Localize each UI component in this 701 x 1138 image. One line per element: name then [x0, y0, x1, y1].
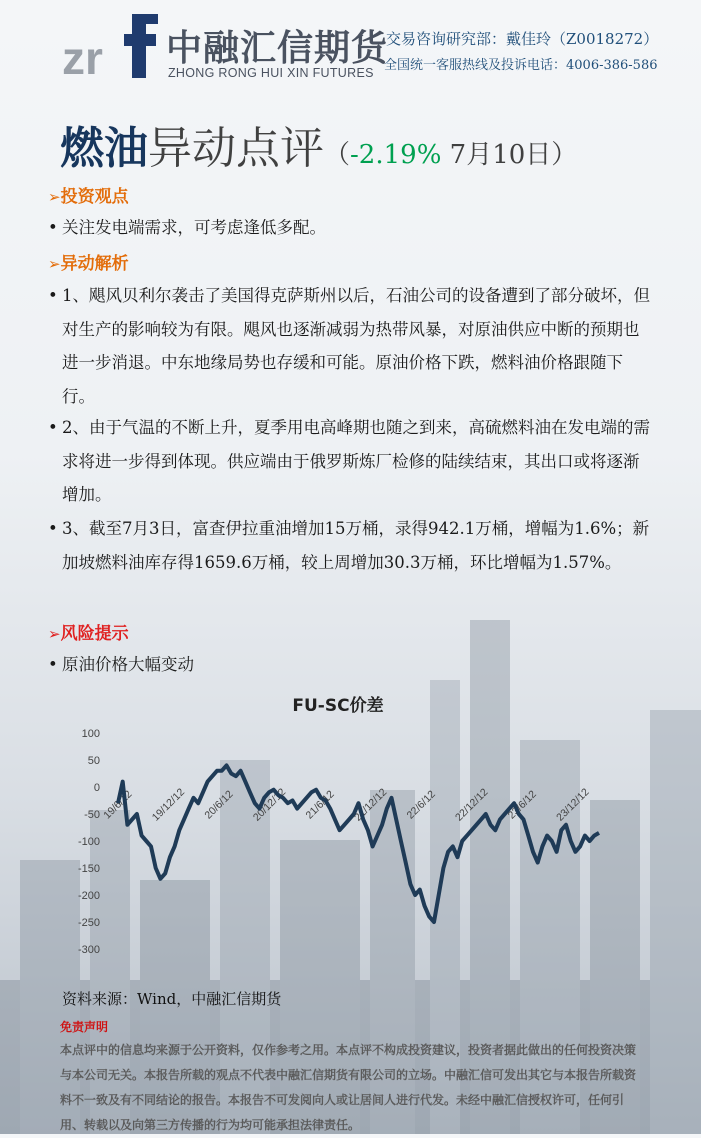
bullet-text: 1、飓风贝利尔袭击了美国得克萨斯州以后，石油公司的设备遭到了部分破坏，但对生产的影响较为有限。飓风也逐渐减弱为热带风暴，对原油供应中断的预期也进一步消退。中东地缘局势也存缓和可能。原油价格下跌，燃料油价格跟随下行。: [62, 286, 650, 406]
section-risk: [48, 619, 129, 644]
arrow-icon: ➢: [48, 188, 61, 206]
y-tick-label: 50: [87, 755, 100, 767]
title-type: 异动点评: [148, 123, 324, 174]
series-line: [118, 765, 599, 922]
bullet-text: 原油价格大幅变动: [62, 655, 194, 674]
disclaimer-body: 本点评中的信息均来源于公开资料，仅作参考之用。本点评不构成投资建议，投资者据此做出的任何投资决策与本公司无关。本报告所载的观点不代表中融汇信期货有限公司的立场。中融汇信可发出其它与本报告所载资料不一致及有不同结论的报告。本报告不可发阅向人或让居间人进行代发。未经中融汇信授权许可，任何引用、转载以及向第三方传播的行为均可能承担法律责任。: [60, 1043, 637, 1132]
price-change: -2.19%: [350, 140, 442, 170]
title-date: 7月10日）: [441, 140, 578, 170]
bullet-icon: •: [48, 418, 58, 437]
bullet-text: 3、截至7月3日，富查伊拉重油增加15万桶，录得942.1万桶，增幅为1.6%；新加坡燃料油库存得1659.6万桶，较上周增加30.3万桶，环比增幅为1.57%。: [62, 519, 650, 572]
bullet-text: 2、由于气温的不断上升，夏季用电高峰期也随之到来，高硫燃料油在发电端的需求将进一步得到体现。供应端由于俄罗斯炼厂检修的陆续结束，其出口或将逐渐增加。: [62, 418, 650, 504]
chart-title: FU-SC价差: [292, 696, 384, 716]
y-tick-label: -100: [77, 836, 100, 848]
report-header: [0, 0, 701, 100]
disclaimer-title: 免责声明: [60, 1020, 109, 1034]
y-tick-label: -250: [77, 917, 100, 929]
title-product: 燃油: [60, 123, 148, 174]
brand-name-en: ZHONG RONG HUI XIN FUTURES: [168, 66, 374, 80]
title-paren-open: （: [324, 140, 351, 170]
bullet-icon: •: [48, 218, 58, 237]
section-label: 投资观点: [60, 187, 129, 207]
x-tick-label: 19/6/12: [101, 788, 135, 822]
list-item: [48, 648, 652, 682]
section-analysis: [48, 249, 129, 274]
section-investment-view: [48, 182, 129, 207]
brand-name-cn: 中融汇信期货: [166, 28, 389, 69]
y-tick-label: -200: [77, 890, 100, 902]
arrow-icon: ➢: [48, 625, 61, 643]
y-tick-label: 0: [93, 782, 100, 794]
analyst-contact: 交易咨询研究部：戴佳玲（Z0018272）: [386, 30, 659, 48]
svg-text:zr: zr: [62, 32, 103, 82]
list-item: [48, 211, 652, 245]
bullet-icon: •: [48, 655, 58, 674]
arrow-icon: ➢: [48, 255, 61, 273]
x-tick-label: 20/6/12: [202, 788, 236, 822]
y-tick-label: -300: [77, 944, 100, 956]
x-tick-label: 23/12/12: [554, 786, 592, 824]
list-item: [48, 411, 652, 512]
section-label: 异动解析: [60, 254, 129, 274]
x-tick-label: 21/12/12: [351, 786, 390, 824]
report-title: [60, 112, 577, 176]
x-tick-label: 20/12/12: [250, 786, 289, 824]
list-item: [48, 512, 652, 579]
list-item: [48, 279, 652, 413]
section-label: 风险提示: [60, 624, 129, 644]
x-tick-label: 22/12/12: [453, 786, 491, 824]
bullet-icon: •: [48, 519, 58, 538]
x-tick-label: 21/6/12: [303, 788, 337, 822]
data-source: 资料来源：Wind，中融汇信期货: [62, 990, 282, 1008]
x-tick-label: 22/6/12: [404, 788, 438, 822]
y-tick-label: -50: [84, 809, 100, 821]
x-tick-label: 19/12/12: [149, 786, 188, 824]
bullet-icon: •: [48, 286, 58, 305]
y-tick-label: 100: [81, 728, 100, 740]
spread-line-chart: [60, 685, 630, 975]
hotline-contact: 全国统一客服热线及投诉电话：4006-386-586: [384, 58, 658, 73]
x-tick-label: 23/6/12: [505, 788, 539, 822]
y-tick-label: -150: [77, 863, 100, 875]
bullet-text: 关注发电端需求，可考虑逢低多配。: [62, 218, 326, 237]
company-logo: [62, 12, 158, 82]
